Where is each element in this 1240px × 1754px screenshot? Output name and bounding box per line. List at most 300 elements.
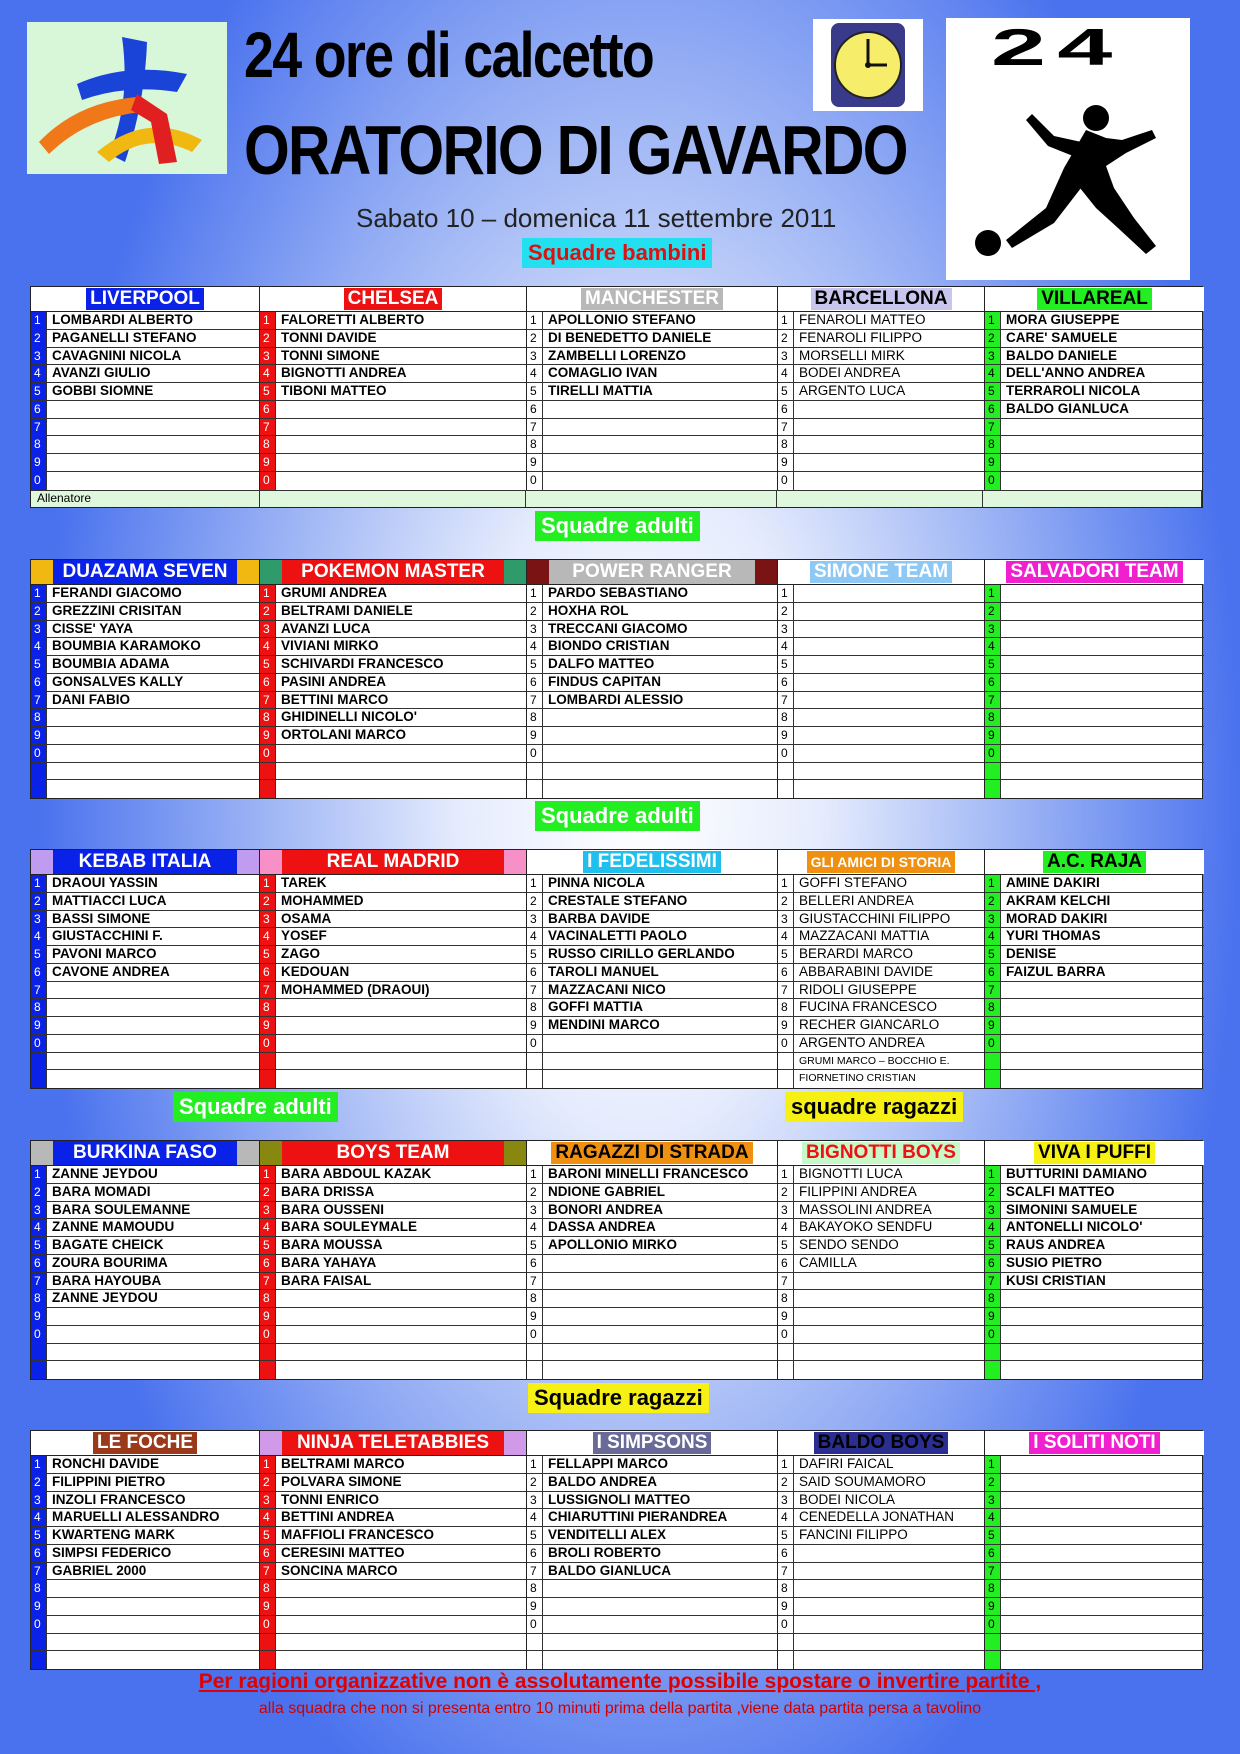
player-number: 0: [260, 1035, 276, 1052]
player-row: [778, 1509, 984, 1527]
player-number: 8: [260, 436, 276, 453]
player-row: [778, 1545, 984, 1563]
player-row: [985, 1326, 1204, 1344]
player-badge: [946, 18, 1190, 280]
player-name: ZAMBELLI LORENZO: [548, 347, 686, 363]
player-number: 4: [985, 1509, 1001, 1526]
player-number: 9: [31, 727, 47, 744]
player-number: 9: [527, 454, 543, 471]
player-row: [31, 383, 259, 401]
player-row: [985, 911, 1204, 929]
player-name: FALORETTI ALBERTO: [281, 312, 425, 327]
team-roster: [527, 585, 778, 798]
player-name: GOFFI MATTIA: [548, 999, 643, 1015]
player-row: [31, 1326, 259, 1344]
player-name: [543, 1290, 777, 1307]
player-row: [260, 1308, 526, 1326]
player-row: [778, 1492, 984, 1510]
player-name: [794, 621, 984, 638]
player-number: [260, 1070, 276, 1088]
player-name: VIVIANI MIRKO: [281, 638, 379, 654]
player-number: 8: [778, 436, 794, 453]
section-label-secondary: squadre ragazzi: [785, 1092, 963, 1122]
player-row: [527, 1598, 777, 1616]
player-row: [527, 1527, 777, 1545]
player-row: [31, 436, 259, 454]
team-name: VILLAREAL: [1037, 288, 1152, 310]
player-row: [985, 1456, 1204, 1474]
player-name: [276, 999, 526, 1016]
player-name: [1001, 1344, 1204, 1361]
player-row: [31, 1053, 259, 1071]
player-number: 1: [778, 585, 794, 602]
player-name: DI BENEDETTO DANIELE: [548, 329, 712, 345]
player-name: CARE' SAMUELE: [1006, 329, 1118, 345]
player-number: 4: [260, 1509, 276, 1526]
team-header: [985, 850, 1204, 874]
player-name: COMAGLIO IVAN: [548, 365, 658, 381]
player-row: [527, 436, 777, 454]
team-roster: [778, 1456, 985, 1669]
player-name: [1001, 1580, 1204, 1597]
player-number: 8: [31, 709, 47, 726]
player-row: [778, 709, 984, 727]
player-row: [260, 1598, 526, 1616]
player-row: [260, 893, 526, 911]
player-number: 1: [527, 585, 543, 602]
player-name: [47, 1053, 259, 1070]
player-row: [31, 1509, 259, 1527]
player-number: 7: [778, 419, 794, 436]
player-number: 6: [527, 401, 543, 418]
player-number: 0: [260, 1616, 276, 1633]
player-name: BARA HAYOUBA: [52, 1272, 162, 1288]
player-number: 0: [527, 1616, 543, 1633]
player-number: 3: [985, 621, 1001, 638]
player-number: 1: [31, 875, 47, 892]
team-roster: [260, 585, 527, 798]
event-title: 24 ore di calcetto: [244, 19, 653, 91]
player-row: [260, 330, 526, 348]
player-row: [260, 982, 526, 1000]
player-row: [985, 1361, 1204, 1379]
player-row: [527, 638, 777, 656]
player-row: [260, 692, 526, 710]
players-area: [31, 1166, 1202, 1379]
player-number: 8: [260, 709, 276, 726]
team-name: RAGAZZI DI STRADA: [551, 1142, 752, 1164]
player-row: [527, 1184, 777, 1202]
team-header: [260, 1431, 527, 1455]
player-name: MENDINI MARCO: [548, 1017, 660, 1032]
team-roster: [260, 875, 527, 1088]
team-roster: [985, 312, 1204, 490]
player-row: [985, 1290, 1204, 1308]
player-row: [260, 1290, 526, 1308]
player-row: [260, 1070, 526, 1088]
player-name: [47, 454, 259, 471]
player-name: FELLAPPI MARCO: [548, 1456, 668, 1471]
player-row: [31, 1202, 259, 1220]
player-number: 8: [260, 999, 276, 1016]
player-row: [527, 875, 777, 893]
player-row: [778, 472, 984, 490]
player-number: [778, 1070, 794, 1088]
player-name: BETTINI ANDREA: [281, 1509, 395, 1525]
player-number: 3: [31, 621, 47, 638]
player-number: 9: [260, 1017, 276, 1034]
player-name: HOXHA ROL: [548, 602, 629, 618]
player-name: [47, 1344, 259, 1361]
player-row: [778, 964, 984, 982]
player-name: BOUMBIA ADAMA: [52, 656, 170, 671]
player-name: [47, 1634, 259, 1651]
player-row: [260, 727, 526, 745]
player-row: [31, 1273, 259, 1291]
player-row: [985, 1237, 1204, 1255]
player-number: 1: [778, 875, 794, 892]
player-name: [794, 1344, 984, 1361]
player-number: 8: [985, 436, 1001, 453]
player-row: [778, 436, 984, 454]
player-number: 6: [31, 1545, 47, 1562]
player-number: 6: [31, 1255, 47, 1272]
player-number: 6: [985, 1545, 1001, 1562]
player-name: BERARDI MARCO: [799, 946, 914, 961]
player-number: [527, 1053, 543, 1070]
player-row: [985, 1651, 1204, 1669]
player-row: [527, 1308, 777, 1326]
player-number: 3: [985, 348, 1001, 365]
player-name: [276, 1361, 526, 1379]
player-name: BIGNOTTI LUCA: [799, 1166, 903, 1181]
player-name: PINNA NICOLA: [548, 875, 645, 890]
player-row: [778, 692, 984, 710]
player-number: 8: [260, 1580, 276, 1597]
player-row: [985, 1035, 1204, 1053]
player-number: 5: [985, 656, 1001, 673]
team-roster: [31, 585, 260, 798]
player-number: 9: [985, 727, 1001, 744]
team-header: [778, 1141, 985, 1165]
player-name: BARA MOUSSA: [281, 1237, 383, 1252]
player-number: 2: [260, 1474, 276, 1491]
player-name: [276, 419, 526, 436]
player-number: 4: [31, 928, 47, 945]
player-row: [985, 928, 1204, 946]
teams-header-row: [31, 287, 1202, 312]
player-number: 2: [527, 1184, 543, 1201]
player-name: GONSALVES KALLY: [52, 673, 184, 689]
player-name: BARA SOULEYMALE: [281, 1219, 418, 1235]
player-row: [985, 1308, 1204, 1326]
player-row: [260, 999, 526, 1017]
player-name: BELLERI ANDREA: [799, 892, 914, 908]
player-name: [794, 436, 984, 453]
player-name: MORSELLI MIRK: [799, 347, 905, 363]
player-number: 9: [527, 1308, 543, 1325]
player-number: 1: [985, 1166, 1001, 1183]
player-name: FENAROLI FILIPPO: [799, 329, 923, 345]
player-name: [276, 1053, 526, 1070]
player-row: [31, 1070, 259, 1088]
player-name: [276, 401, 526, 418]
team-header: [985, 1141, 1204, 1165]
players-area: [31, 585, 1202, 798]
player-number: 0: [31, 745, 47, 762]
player-number: 4: [985, 638, 1001, 655]
player-number: 6: [527, 964, 543, 981]
player-number: [260, 1651, 276, 1669]
team-name: A.C. RAJA: [1043, 851, 1146, 873]
player-row: [527, 964, 777, 982]
player-number: 1: [778, 1166, 794, 1183]
player-number: [985, 1651, 1001, 1669]
player-number: [31, 1053, 47, 1070]
player-number: 6: [985, 1255, 1001, 1272]
player-name: YURI THOMAS: [1006, 928, 1101, 944]
player-number: 2: [985, 1184, 1001, 1201]
player-number: 2: [31, 603, 47, 620]
player-row: [985, 656, 1204, 674]
player-name: FINDUS CAPITAN: [548, 673, 661, 689]
player-number: 4: [778, 1219, 794, 1236]
player-name: AVANZI GIULIO: [52, 365, 151, 381]
player-row: [527, 621, 777, 639]
player-number: 7: [778, 692, 794, 709]
team-name: I SOLITI NOTI: [1029, 1432, 1159, 1454]
player-row: [527, 1634, 777, 1652]
player-row: [778, 1634, 984, 1652]
player-name: BARA DRISSA: [281, 1183, 375, 1199]
player-name: BONORI ANDREA: [548, 1201, 664, 1217]
footer-warning: Per ragioni organizzative non è assolutamente possibile spostare o invertire partite ,: [198, 1670, 1042, 1693]
player-name: [47, 727, 259, 744]
player-number: 7: [985, 692, 1001, 709]
player-name: LUSSIGNOLI MATTEO: [548, 1491, 691, 1507]
player-number: 2: [527, 893, 543, 910]
player-number: 3: [31, 1492, 47, 1509]
player-name: [794, 1308, 984, 1325]
player-row: [31, 763, 259, 781]
player-row: [527, 1326, 777, 1344]
coach-cell: [526, 491, 777, 507]
teams-header-row: [31, 1141, 1202, 1166]
player-row: [985, 1474, 1204, 1492]
player-number: 2: [778, 1474, 794, 1491]
player-number: 4: [778, 1509, 794, 1526]
player-name: [47, 1580, 259, 1597]
player-name: BIONDO CRISTIAN: [548, 638, 670, 654]
team-roster: [778, 585, 985, 798]
player-name: [47, 1308, 259, 1325]
player-name: [543, 727, 777, 744]
player-name: [1001, 436, 1204, 453]
player-name: MASSOLINI ANDREA: [799, 1201, 932, 1217]
player-name: [1001, 1456, 1204, 1473]
player-number: 3: [260, 1492, 276, 1509]
player-number: 7: [527, 1563, 543, 1580]
player-number: 9: [778, 727, 794, 744]
player-number: [260, 763, 276, 780]
team-name: NINJA TELETABBIES: [293, 1432, 493, 1454]
player-row: [527, 1545, 777, 1563]
player-row: [778, 780, 984, 798]
player-row: [527, 780, 777, 798]
player-name: KUSI CRISTIAN: [1006, 1272, 1106, 1288]
player-row: [985, 727, 1204, 745]
player-number: 9: [985, 1017, 1001, 1034]
player-row: [31, 603, 259, 621]
player-row: [31, 674, 259, 692]
player-row: [260, 656, 526, 674]
player-row: [778, 1273, 984, 1291]
player-name: MORAD DAKIRI: [1006, 910, 1108, 926]
player-row: [985, 1545, 1204, 1563]
player-number: 5: [31, 1237, 47, 1254]
player-number: 6: [778, 964, 794, 981]
team-header: [527, 287, 778, 311]
player-row: [527, 1290, 777, 1308]
section-label: Squadre bambini: [522, 238, 712, 268]
player-number: 3: [527, 348, 543, 365]
team-name: BURKINA FASO: [69, 1142, 221, 1164]
player-number: [778, 1344, 794, 1361]
player-number: 4: [778, 365, 794, 382]
player-name: [47, 1017, 259, 1034]
player-row: [778, 1202, 984, 1220]
player-number: 6: [985, 964, 1001, 981]
player-row: [260, 1545, 526, 1563]
player-name: FERANDI GIACOMO: [52, 585, 182, 600]
player-name: [543, 1273, 777, 1290]
teams-header-row: [31, 850, 1202, 875]
player-row: [260, 1509, 526, 1527]
player-row: [778, 1219, 984, 1237]
player-name: FANCINI FILIPPO: [799, 1527, 908, 1542]
player-number: 8: [31, 1290, 47, 1307]
player-number: 9: [260, 1598, 276, 1615]
player-number: 0: [778, 1035, 794, 1052]
team-header: [31, 560, 260, 584]
player-number: [778, 1053, 794, 1070]
player-row: [260, 1361, 526, 1379]
player-name: [1001, 1616, 1204, 1633]
player-row: [260, 603, 526, 621]
player-name: [543, 1361, 777, 1379]
player-number: 3: [527, 911, 543, 928]
player-row: [985, 964, 1204, 982]
team-header: [985, 1431, 1204, 1455]
player-row: [985, 982, 1204, 1000]
player-row: [778, 621, 984, 639]
team-header: [31, 287, 260, 311]
player-row: [527, 1166, 777, 1184]
player-number: 4: [260, 638, 276, 655]
player-number: 0: [527, 1326, 543, 1343]
player-name: GHIDINELLI NICOLO': [281, 709, 417, 725]
player-name: [47, 1035, 259, 1052]
player-name: [276, 1290, 526, 1307]
player-number: [985, 1070, 1001, 1088]
player-name: [794, 1651, 984, 1669]
player-row: [31, 999, 259, 1017]
player-name: [1001, 656, 1204, 673]
player-number: 3: [31, 911, 47, 928]
player-row: [985, 1344, 1204, 1362]
player-number: 8: [527, 1580, 543, 1597]
player-name: [1001, 1509, 1204, 1526]
player-row: [31, 401, 259, 419]
player-number: 6: [985, 674, 1001, 691]
player-name: [276, 1308, 526, 1325]
player-row: [31, 312, 259, 330]
player-name: [794, 1545, 984, 1562]
player-row: [260, 1202, 526, 1220]
player-row: [527, 763, 777, 781]
player-name: [1001, 1035, 1204, 1052]
player-name: [794, 454, 984, 471]
player-row: [527, 946, 777, 964]
player-number: 4: [778, 638, 794, 655]
player-number: [778, 1651, 794, 1669]
player-name: PARDO SEBASTIANO: [548, 585, 689, 600]
player-number: 0: [985, 472, 1001, 490]
player-number: 5: [31, 946, 47, 963]
player-name: MOHAMMED: [281, 892, 364, 908]
player-number: 9: [527, 1017, 543, 1034]
player-number: [985, 763, 1001, 780]
player-row: [778, 893, 984, 911]
player-name: [794, 638, 984, 655]
team-roster: [778, 1166, 985, 1379]
player-name: [47, 1598, 259, 1615]
player-name: GRUMI ANDREA: [281, 585, 387, 600]
player-number: 7: [985, 1563, 1001, 1580]
player-name: DAFIRI FAICAL: [799, 1456, 894, 1471]
team-roster: [527, 1456, 778, 1669]
player-row: [778, 1255, 984, 1273]
player-name: [1001, 780, 1204, 798]
player-name: ZANNE JEYDOU: [52, 1166, 158, 1181]
player-row: [985, 621, 1204, 639]
player-name: ARGENTO LUCA: [799, 383, 906, 398]
player-row: [260, 1580, 526, 1598]
player-row: [985, 1492, 1204, 1510]
player-row: [985, 1053, 1204, 1071]
player-name: BUTTURINI DAMIANO: [1006, 1166, 1147, 1181]
player-name: TIRELLI MATTIA: [548, 383, 653, 398]
player-row: [985, 330, 1204, 348]
player-number: 5: [527, 656, 543, 673]
player-name: [1001, 1308, 1204, 1325]
player-row: [527, 1237, 777, 1255]
player-name: [543, 709, 777, 726]
player-row: [31, 1580, 259, 1598]
player-row: [31, 1474, 259, 1492]
player-name: [794, 727, 984, 744]
player-row: [778, 1017, 984, 1035]
player-number: 0: [985, 1326, 1001, 1343]
player-number: 9: [985, 1308, 1001, 1325]
team-name: BOYS TEAM: [333, 1142, 454, 1164]
section-label: Squadre adulti: [535, 801, 700, 831]
player-name: CENEDELLA JONATHAN: [799, 1509, 955, 1525]
player-number: 2: [31, 893, 47, 910]
player-row: [31, 964, 259, 982]
player-row: [527, 1017, 777, 1035]
player-row: [260, 621, 526, 639]
